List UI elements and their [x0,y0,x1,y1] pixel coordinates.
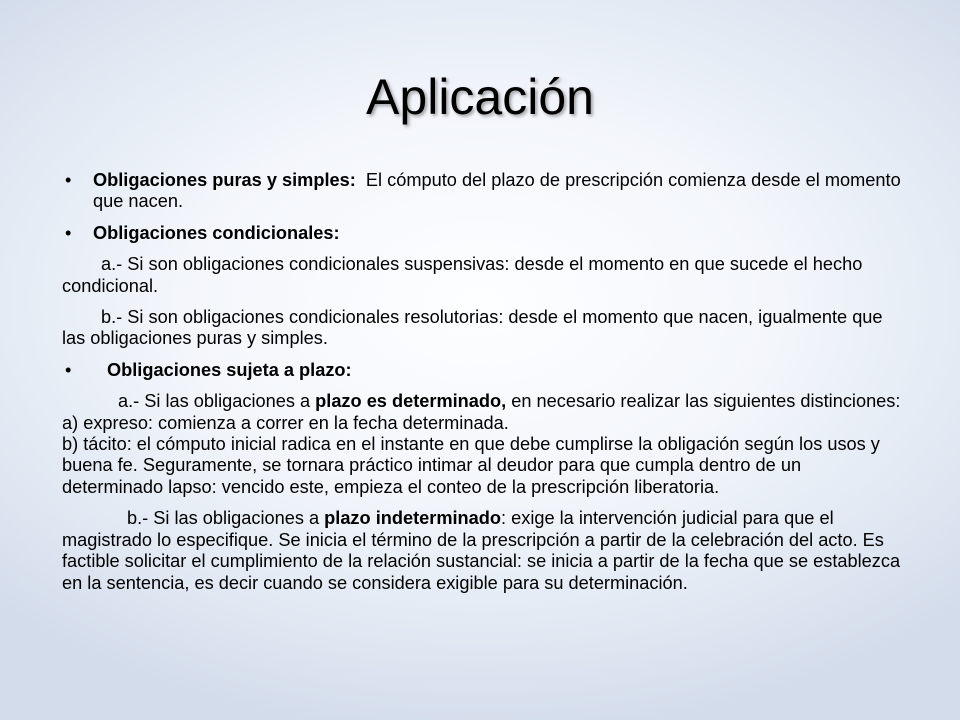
paragraph-cond-a: a.- Si son obligaciones condicionales suspensivas: desde el momento en que sucede el hecho condicional. [62,254,863,296]
bullet-text: El cómputo del plazo de prescripción comienza desde el momento que nacen. [93,170,906,212]
plazo-a-first [62,391,902,434]
plazo-b-bold: plazo indeterminado [324,508,501,529]
bullet-item-puras [62,170,906,213]
paragraph-plazo-b [62,508,902,594]
plazo-a-tacito: b) tácito: el cómputo inicial radica en el instante en que debe cumplirse la obligación según los usos y buena fe. Seguramente, se tornara práctico intimar al deudor para que cumpla dentro de un determinado lapso: vencido este, empieza el conteo de la prescripción liberatoria. [62,434,880,497]
bullet-heading: Obligaciones condicionales: [93,222,340,243]
plazo-b-text-2: : exige la intervención judicial para que el magistrado lo especifique. Se inicia el término de la prescripción a partir de la celebración del acto. Es factible solicitar el cumplimiento de la relación sustancial: se inicia a partir de la fecha que se establezca en la sentencia, es decir cuando se considera exigible para su determinación. [62,508,901,593]
paragraph-cond-b: b.- Si son obligaciones condicionales resolutorias: desde el momento que nacen, igualmente que las obligaciones puras y simples. [62,307,883,349]
slide-title: Aplicación [366,69,594,125]
bullet-item-plazo [62,360,902,381]
bullet-item-condicionales [62,223,902,244]
bullet-dot: • [65,359,72,380]
paragraph-plazo-a [62,391,902,498]
plazo-b-text-1: b.- Si las obligaciones a [127,508,325,529]
bullet-dot: • [65,170,72,190]
bullet-heading: Obligaciones sujeta a plazo: [107,359,352,380]
slide-body [62,170,906,594]
plazo-a-text-2: en necesario realizar las siguientes distinciones: a) expreso: comienza a correr en la fecha determinada. [62,391,901,433]
plazo-a-text-1: a.- Si las obligaciones a [118,391,316,412]
bullet-dot: • [65,222,72,243]
bullet-heading: Obligaciones puras y simples: [93,170,356,190]
plazo-a-bold: plazo es determinado, [315,391,507,412]
